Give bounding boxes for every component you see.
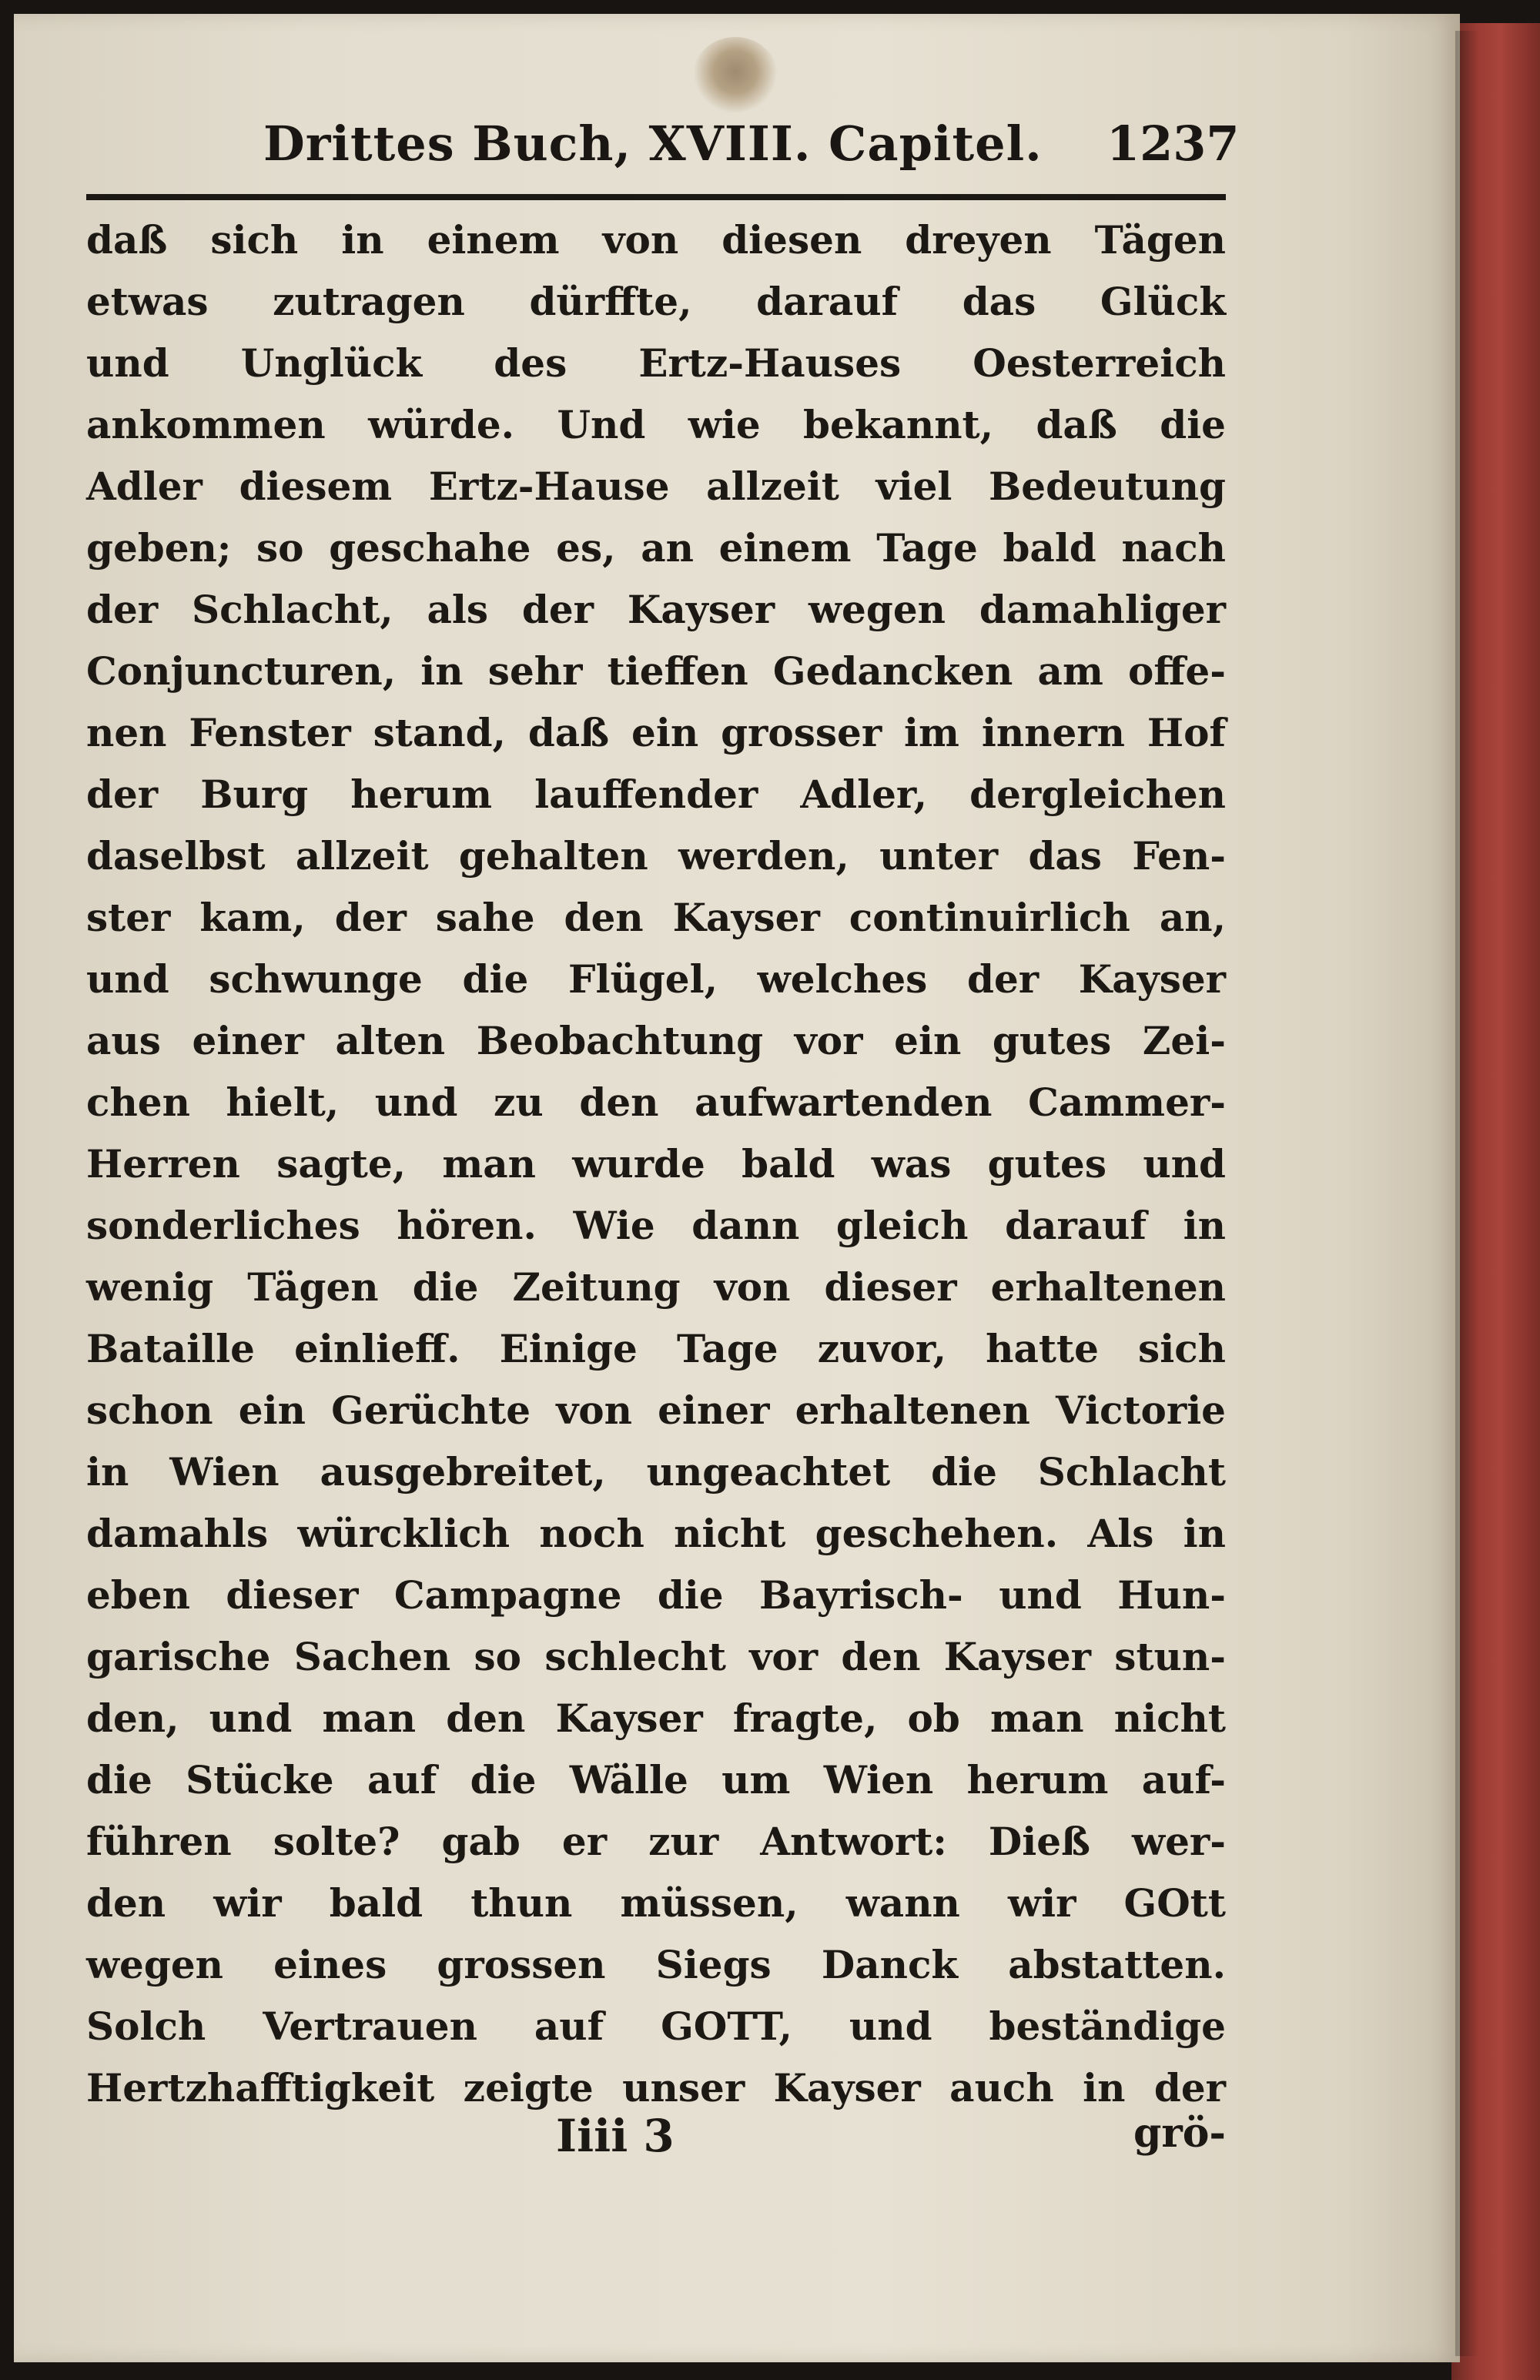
text-line: Herren sagte, man wurde bald was gutes und <box>86 1141 1226 1187</box>
text-line: ster kam, der sahe den Kayser continuirlich an, <box>86 895 1226 940</box>
text-line: sonderliches hören. Wie dann gleich darauf in <box>86 1203 1226 1248</box>
text-line: ankommen würde. Und wie bekannt, daß die <box>86 402 1226 447</box>
page-number: 1237 <box>1106 115 1240 172</box>
text-line: führen solte? gab er zur Antwort: Dieß wer- <box>86 1819 1226 1864</box>
text-line: der Burg herum lauffender Adler, dergleichen <box>86 772 1226 817</box>
text-line: den, und man den Kayser fragte, ob man nicht <box>86 1695 1226 1741</box>
text-line: etwas zutragen dürffte, darauf das Glück <box>86 279 1226 324</box>
text-line: nen Fenster stand, daß ein grosser im innern Hof <box>86 710 1226 755</box>
text-line: chen hielt, und zu den aufwartenden Cammer- <box>86 1080 1226 1125</box>
text-line: die Stücke auf die Wälle um Wien herum auf- <box>86 1757 1226 1803</box>
text-line: und Unglück des Ertz-Hauses Oesterreich <box>86 340 1226 386</box>
text-line: in Wien ausgebreitet, ungeachtet die Schlacht <box>86 1449 1226 1495</box>
catchword: grö- <box>1133 2110 1226 2157</box>
text-line: den wir bald thun müssen, wann wir GOtt <box>86 1880 1226 1926</box>
text-line: Bataille einlieff. Einige Tage zuvor, hatte sich <box>86 1326 1226 1371</box>
text-line: garische Sachen so schlecht vor den Kayser stun- <box>86 1634 1226 1679</box>
body-text <box>86 209 1226 2119</box>
signature-mark: Iiii 3 <box>556 2110 675 2162</box>
page-shadow <box>1455 31 1478 2356</box>
text-line: daselbst allzeit gehalten werden, unter das Fen- <box>86 833 1226 879</box>
text-line: eben dieser Campagne die Bayrisch- und Hun- <box>86 1572 1226 1618</box>
running-head: Drittes Buch, XVIII. Capitel. <box>263 115 1043 172</box>
text-line: der Schlacht, als der Kayser wegen damahliger <box>86 587 1226 632</box>
text-line: Conjuncturen, in sehr tieffen Gedancken am offe- <box>86 648 1226 694</box>
page-footer <box>86 2110 1226 2179</box>
text-line: wenig Tägen die Zeitung von dieser erhaltenen <box>86 1264 1226 1310</box>
paper-stain <box>693 37 778 114</box>
text-line: schon ein Gerüchte von einer erhaltenen Victorie <box>86 1387 1226 1433</box>
header-rule <box>86 194 1226 200</box>
text-line: damahls würcklich noch nicht geschehen. Als in <box>86 1511 1226 1556</box>
text-line: Adler diesem Ertz-Hause allzeit viel Bedeutung <box>86 464 1226 509</box>
text-line: Solch Vertrauen auf GOTT, und beständige <box>86 2003 1226 2049</box>
text-line: aus einer alten Beobachtung vor ein gutes Zei- <box>86 1018 1226 1063</box>
text-line: geben; so geschahe es, an einem Tage bald nach <box>86 525 1226 571</box>
text-line: wegen eines grossen Siegs Danck abstatten. <box>86 1942 1226 1987</box>
page-header <box>86 115 1241 185</box>
text-line: Hertzhafftigkeit zeigte unser Kayser auch in der <box>86 2065 1226 2111</box>
text-line: und schwunge die Flügel, welches der Kayser <box>86 956 1226 1002</box>
text-line: daß sich in einem von diesen dreyen Tägen <box>86 217 1226 263</box>
